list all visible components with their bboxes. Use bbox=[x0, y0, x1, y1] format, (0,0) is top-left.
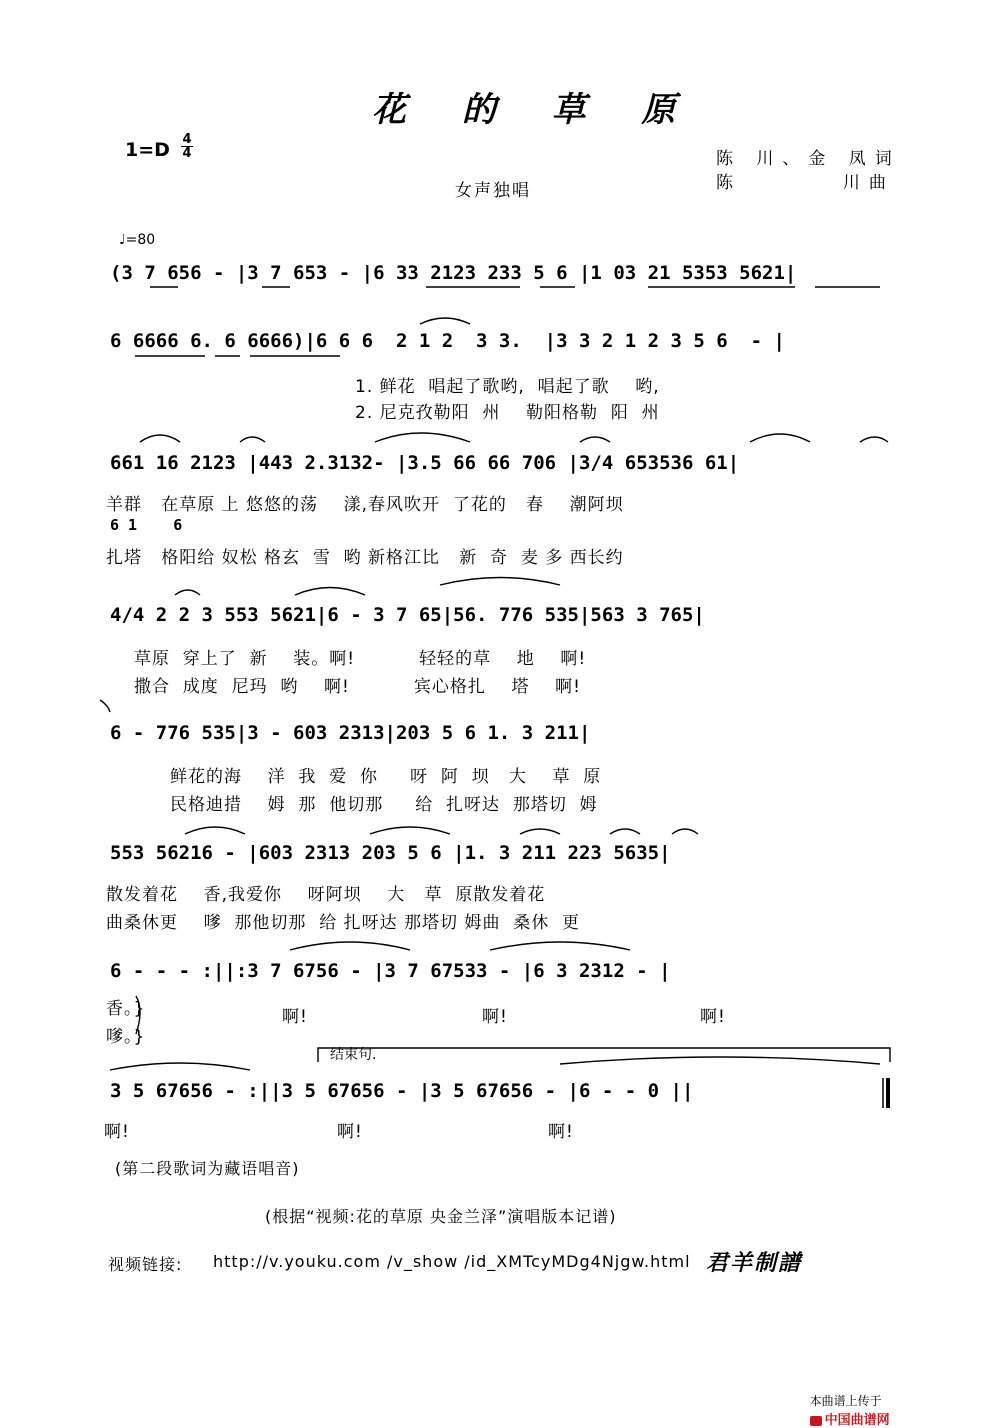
score-row-8: 3 5 67656 - :||3 5 67656 - |3 5 67656 - |6 - - 0 || bbox=[110, 1080, 694, 1102]
ah-row-8-b: 啊! bbox=[337, 1122, 363, 1142]
score-row-6: 553 56216 - |603 2313 203 5 6 |1. 3 211 223 5635| bbox=[110, 842, 671, 864]
score-row-7: 6 - - - :||:3 7 6756 - |3 7 67533 - |6 3 2312 - | bbox=[110, 960, 671, 982]
video-link-label: 视频链接: bbox=[108, 1255, 183, 1274]
transcriber-seal: 君羊制譜 bbox=[706, 1250, 803, 1276]
lyrics-row-2-verse-1: 1. 鲜花 唱起了歌哟, 唱起了歌 哟, bbox=[355, 377, 660, 397]
lyrics-row-7-verse-1: 香。} bbox=[106, 999, 146, 1019]
lyrics-row-3-verse-2: 扎塔 格阳给 奴松 格玄 雪 哟 新格江比 新 奇 麦 多 西长约 bbox=[106, 548, 624, 568]
second-verse-note: (第二段歌词为藏语唱音) bbox=[115, 1159, 300, 1178]
ah-row-7-a: 啊! bbox=[282, 1007, 308, 1027]
score-row-4: 4/4 2 2 3 553 5621|6 - 3 7 65|56. 776 535|563 3 765| bbox=[110, 604, 705, 626]
lyrics-row-5-verse-2: 民格迪措 姆 那 他切那 给 扎呀达 那塔切 姆 bbox=[170, 795, 598, 815]
site-name[interactable]: 中国曲谱网 bbox=[824, 1413, 890, 1428]
score-row-3-variant: 6 1 6 bbox=[110, 516, 183, 534]
source-note: (根据“视频:花的草原 央金兰泽”演唱版本记谱) bbox=[265, 1207, 617, 1226]
lyrics-row-4-verse-1: 草原 穿上了 新 装。啊! 轻轻的草 地 啊! bbox=[134, 649, 587, 669]
lyricist-credit: 陈 川、金 凤词 bbox=[716, 149, 901, 169]
ah-row-8-a: 啊! bbox=[104, 1122, 130, 1142]
score-row-2: 6 6666 6. 6 6666)|6 6 6 2 1 2 3 3. |3 3 2 1 2 3 5 6 - | bbox=[110, 330, 785, 352]
lyrics-row-6-verse-2: 曲桑休更 嗲 那他切那 给 扎呀达 那塔切 姆曲 桑休 更 bbox=[106, 913, 581, 933]
lyrics-row-3-verse-1: 羊群 在草原 上 悠悠的荡 漾,春风吹开 了花的 春 潮阿坝 bbox=[106, 495, 624, 515]
lyrics-row-5-verse-1: 鲜花的海 洋 我 爱 你 呀 阿 坝 大 草 原 bbox=[170, 767, 602, 787]
performance-type: 女声独唱 bbox=[455, 181, 531, 201]
score-row-1: (3 7 656 - |3 7 653 - |6 33 2123 233 5 6 |1 03 21 5353 5621| bbox=[110, 262, 797, 284]
time-signature-top: 4 bbox=[182, 132, 192, 147]
ah-row-7-c: 啊! bbox=[700, 1007, 726, 1027]
page-title: 花 的 草 原 bbox=[372, 90, 698, 130]
ah-row-8-c: 啊! bbox=[548, 1122, 574, 1142]
ending-label: 结束句. bbox=[330, 1047, 377, 1063]
key-signature: 1=D bbox=[125, 139, 170, 161]
score-row-5: 6 - 776 535|3 - 603 2313|203 5 6 1. 3 211| bbox=[110, 722, 591, 744]
composer-credit: 陈 川曲 bbox=[716, 173, 895, 193]
lyrics-row-2-verse-2: 2. 尼克孜勒阳 州 勒阳格勒 阳 州 bbox=[355, 403, 660, 423]
lyrics-row-6-verse-1: 散发着花 香,我爱你 呀阿坝 大 草 原散发着花 bbox=[106, 885, 546, 905]
site-logo-icon bbox=[810, 1416, 822, 1426]
time-signature-bottom: 4 bbox=[182, 146, 192, 161]
video-link[interactable]: http://v.youku.com /v_show /id_XMTcyMDg4Njgw.html bbox=[213, 1252, 691, 1271]
ah-row-7-b: 啊! bbox=[482, 1007, 508, 1027]
lyrics-row-4-verse-2: 撒合 成度 尼玛 哟 啊! 宾心格扎 塔 啊! bbox=[134, 677, 581, 697]
score-row-3: 661 16 2123 |443 2.3132- |3.5 66 66 706 |3/4 653536 61| bbox=[110, 452, 740, 474]
lyrics-row-7-verse-2: 嗲。} bbox=[106, 1027, 146, 1047]
upload-text: 本曲谱上传于 bbox=[809, 1394, 882, 1408]
tempo-marking: ♩=80 bbox=[119, 232, 156, 248]
